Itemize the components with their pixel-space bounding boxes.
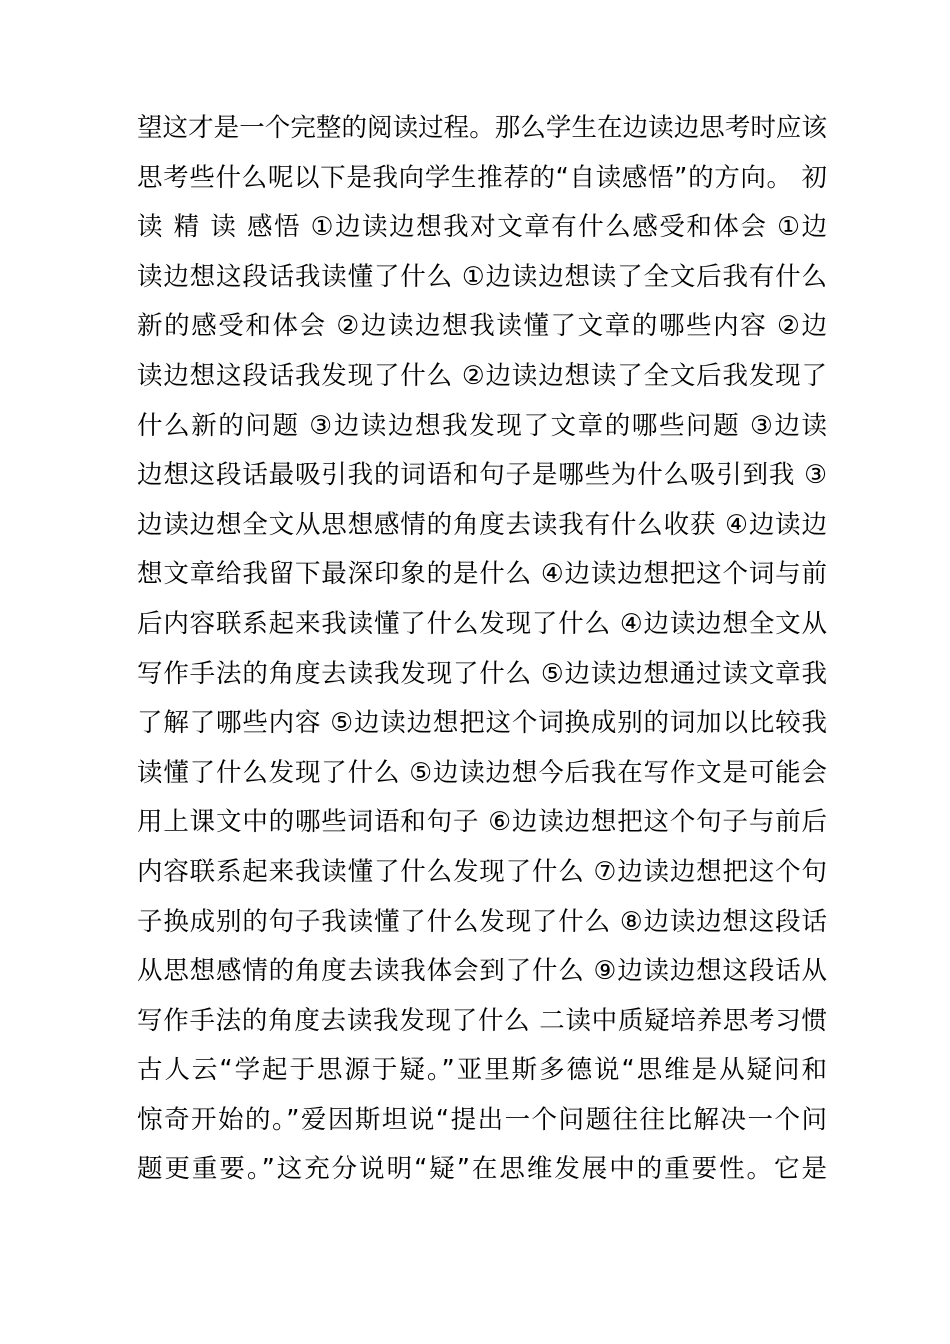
text-line: 写作手法的角度去读我发现了什么 ⑤边读边想通过读文章我 [137, 658, 827, 689]
text-line: 写作手法的角度去读我发现了什么 二读中质疑培养思考习惯 [137, 1005, 827, 1036]
text-line: 从思想感情的角度去读我体会到了什么 ⑨边读边想这段话从 [137, 956, 827, 987]
text-line: 古人云“学起于思源于疑。”亚里斯多德说“思维是从疑问和 [137, 1055, 827, 1086]
text-line: 想文章给我留下最深印象的是什么 ④边读边想把这个词与前 [137, 559, 827, 590]
text-line: 子换成别的句子我读懂了什么发现了什么 ⑧边读边想这段话 [137, 906, 827, 937]
text-line: 题更重要。”这充分说明“疑”在思维发展中的重要性。它是 [137, 1154, 827, 1185]
text-line: 读懂了什么发现了什么 ⑤边读边想今后我在写作文是可能会 [137, 757, 827, 788]
text-line: 读边想这段话我读懂了什么 ①边读边想读了全文后我有什么 [137, 261, 827, 292]
text-line: 边读边想全文从思想感情的角度去读我有什么收获 ④边读边 [137, 509, 827, 540]
body-text [137, 104, 827, 1195]
text-line: 后内容联系起来我读懂了什么发现了什么 ④边读边想全文从 [137, 608, 827, 639]
text-line: 惊奇开始的。”爱因斯坦说“提出一个问题往往比解决一个问 [137, 1104, 827, 1135]
text-line: 了解了哪些内容 ⑤边读边想把这个词换成别的词加以比较我 [137, 708, 827, 739]
text-line: 什么新的问题 ③边读边想我发现了文章的哪些问题 ③边读 [137, 410, 827, 441]
text-line: 读边想这段话我发现了什么 ②边读边想读了全文后我发现了 [137, 360, 827, 391]
text-line: 望这才是一个完整的阅读过程。那么学生在边读边思考时应该 [137, 113, 827, 143]
text-line: 思考些什么呢以下是我向学生推荐的“自读感悟”的方向。 初 [137, 162, 827, 193]
text-line: 读 精 读 感悟 ①边读边想我对文章有什么感受和体会 ①边 [137, 212, 827, 243]
text-line: 内容联系起来我读懂了什么发现了什么 ⑦边读边想把这个句 [137, 856, 827, 887]
text-line: 边想这段话最吸引我的词语和句子是哪些为什么吸引到我 ③ [137, 460, 827, 491]
text-line: 新的感受和体会 ②边读边想我读懂了文章的哪些内容 ②边 [137, 311, 827, 342]
text-line: 用上课文中的哪些词语和句子 ⑥边读边想把这个句子与前后 [137, 807, 827, 838]
